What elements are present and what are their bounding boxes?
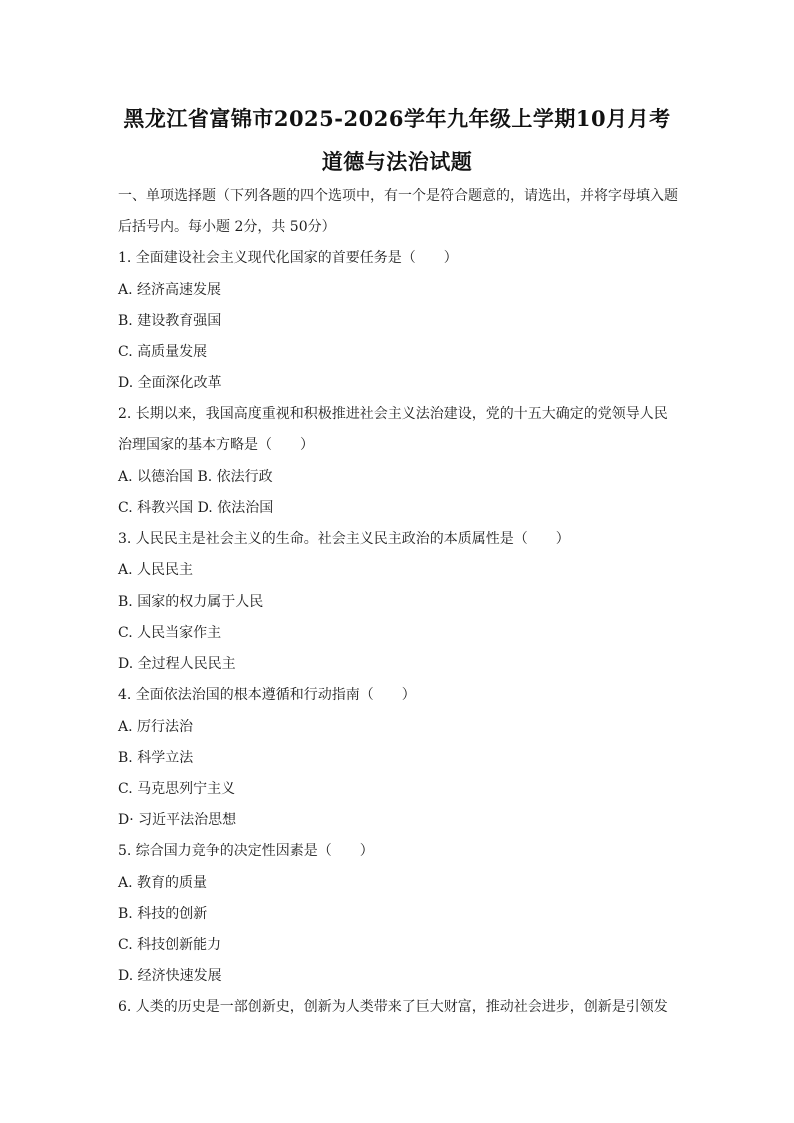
question-2-options-ab: A. 以德治国 B. 依法行政 xyxy=(118,469,273,485)
question-3-option-c: C. 人民当家作主 xyxy=(118,625,222,641)
question-6-stem: 6. 人类的历史是一部创新史，创新为人类带来了巨大财富，推动社会进步，创新是引领发 xyxy=(118,999,668,1015)
question-3-stem: 3. 人民民主是社会主义的生命。社会主义民主政治的本质属性是（ ） xyxy=(118,531,570,547)
question-2-stem-line-2: 治理国家的基本方略是（ ） xyxy=(118,437,314,453)
question-1-option-c: C. 高质量发展 xyxy=(118,344,208,360)
question-5-option-d: D. 经济快速发展 xyxy=(118,968,222,984)
question-4-option-a: A. 厉行法治 xyxy=(118,719,194,735)
question-5-option-c: C. 科技创新能力 xyxy=(118,937,222,953)
section-instructions-line-1: 一、单项选择题（下列各题的四个选项中，有一个是符合题意的，请选出，并将字母填入题 xyxy=(118,188,678,204)
question-3-option-a: A. 人民民主 xyxy=(118,562,194,578)
question-2-stem-line-1: 2. 长期以来，我国高度重视和积极推进社会主义法治建设，党的十五大确定的党领导人民 xyxy=(118,406,668,422)
question-4-option-c: C. 马克思列宁主义 xyxy=(118,781,236,797)
question-3-option-d: D. 全过程人民民主 xyxy=(118,656,236,672)
question-3-option-b: B. 国家的权力属于人民 xyxy=(118,594,264,610)
question-4-stem: 4. 全面依法治国的根本遵循和行动指南（ ） xyxy=(118,687,416,703)
section-instructions-line-2: 后括号内。每小题 2分，共 50分） xyxy=(118,219,336,235)
exam-subtitle: 道德与法治试题 xyxy=(321,149,473,174)
question-5-option-b: B. 科技的创新 xyxy=(118,906,208,922)
question-1-option-b: B. 建设教育强国 xyxy=(118,313,222,329)
question-1-stem: 1. 全面建设社会主义现代化国家的首要任务是（ ） xyxy=(118,250,458,266)
question-1-option-a: A. 经济高速发展 xyxy=(118,282,222,298)
question-5-stem: 5. 综合国力竞争的决定性因素是（ ） xyxy=(118,843,374,859)
question-1-option-d: D. 全面深化改革 xyxy=(118,375,222,391)
question-4-option-b: B. 科学立法 xyxy=(118,750,194,766)
question-5-option-a: A. 教育的质量 xyxy=(118,875,208,891)
exam-title: 黑龙江省富锦市2025-2026学年九年级上学期10月月考 xyxy=(123,106,671,131)
question-4-option-d: D· 习近平法治思想 xyxy=(118,812,237,828)
question-2-options-cd: C. 科教兴国 D. 依法治国 xyxy=(118,500,274,516)
